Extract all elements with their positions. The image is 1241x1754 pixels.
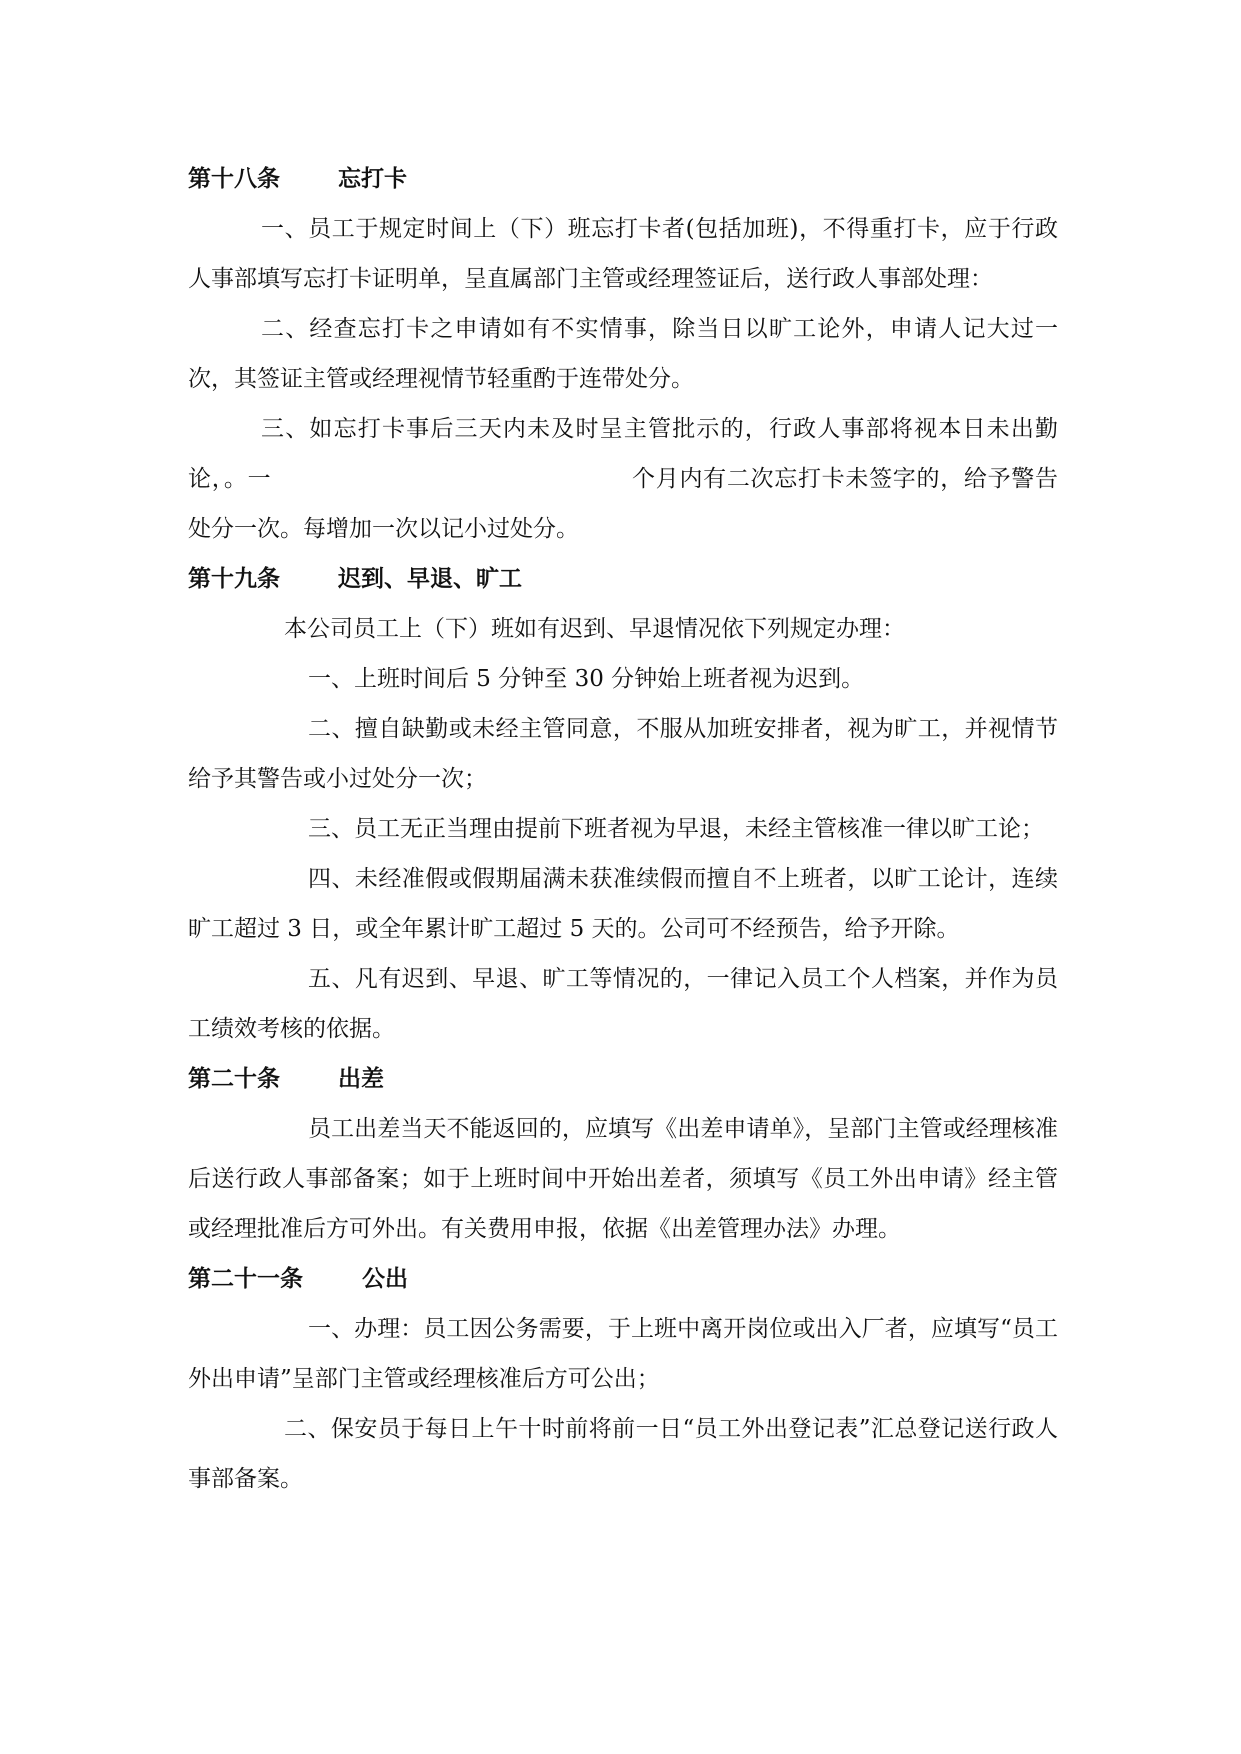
- paragraph: 二、保安员于每日上午十时前将前一日“员工外出登记表”汇总登记送行政人事部备案。: [188, 1416, 1058, 1492]
- article-title: 公出: [362, 1265, 408, 1292]
- paragraph-part: 三、如忘打卡事后三天内未及时呈主管批示的，行政人事部将视本日未出勤论，。一: [188, 416, 1058, 492]
- paragraph: 一、员工于规定时间上（下）班忘打卡者(包括加班)，不得重打卡，应于行政人事部填写忘打卡证明单，呈直属部门主管或经理签证后，送行政人事部处理：: [188, 216, 1058, 292]
- article-number: 第二十条: [188, 1065, 280, 1092]
- article-title: 忘打卡: [338, 165, 407, 192]
- paragraph: 一、上班时间后 5 分钟至 30 分钟始上班者视为迟到。: [308, 666, 865, 692]
- article-21-heading: [188, 1254, 1058, 1304]
- paragraph: 四、未经准假或假期届满未获准续假而擅自不上班者，以旷工论计，连续旷工超过 3 日，或全年累计旷工超过 5 天的。公司可不经预告，给予开除。: [188, 866, 1058, 942]
- paragraph: 三、员工无正当理由提前下班者视为早退，未经主管核准一律以旷工论；: [308, 816, 1044, 842]
- article-20-heading: [188, 1054, 1058, 1104]
- paragraph: 本公司员工上（下）班如有迟到、早退情况依下列规定办理：: [284, 616, 905, 642]
- document-body: [188, 154, 1058, 1504]
- paragraph: 二、擅自缺勤或未经主管同意，不服从加班安排者，视为旷工，并视情节给予其警告或小过处分一次；: [188, 716, 1058, 792]
- article-number: 第十八条: [188, 165, 280, 192]
- article-title: 出差: [338, 1065, 384, 1092]
- paragraph: 五、凡有迟到、早退、旷工等情况的，一律记入员工个人档案，并作为员工绩效考核的依据。: [188, 966, 1058, 1042]
- paragraph: 员工出差当天不能返回的，应填写《出差申请单》，呈部门主管或经理核准后送行政人事部备案；如于上班时间中开始出差者，须填写《员工外出申请》经主管或经理批准后方可外出。有关费用申报，依据《出差管理办法》办理。: [188, 1116, 1058, 1242]
- paragraph: 一、办理：员工因公务需要，于上班中离开岗位或出入厂者，应填写“员工外出申请”呈部门主管或经理核准后方可公出；: [188, 1316, 1058, 1392]
- paragraph: [188, 404, 1058, 554]
- article-number: 第十九条: [188, 565, 280, 592]
- article-19-heading: [188, 554, 1058, 604]
- article-title: 迟到、早退、旷工: [338, 565, 522, 592]
- paragraph-part: 个月内有二次忘打卡未签字的，给予警告处分一次。每增加一次以记小过处分。: [188, 466, 1059, 542]
- article-18-heading: [188, 154, 1058, 204]
- paragraph: 二、经查忘打卡之申请如有不实情事，除当日以旷工论外，申请人记大过一次，其签证主管或经理视情节轻重酌于连带处分。: [188, 316, 1058, 392]
- article-number: 第二十一条: [188, 1265, 303, 1292]
